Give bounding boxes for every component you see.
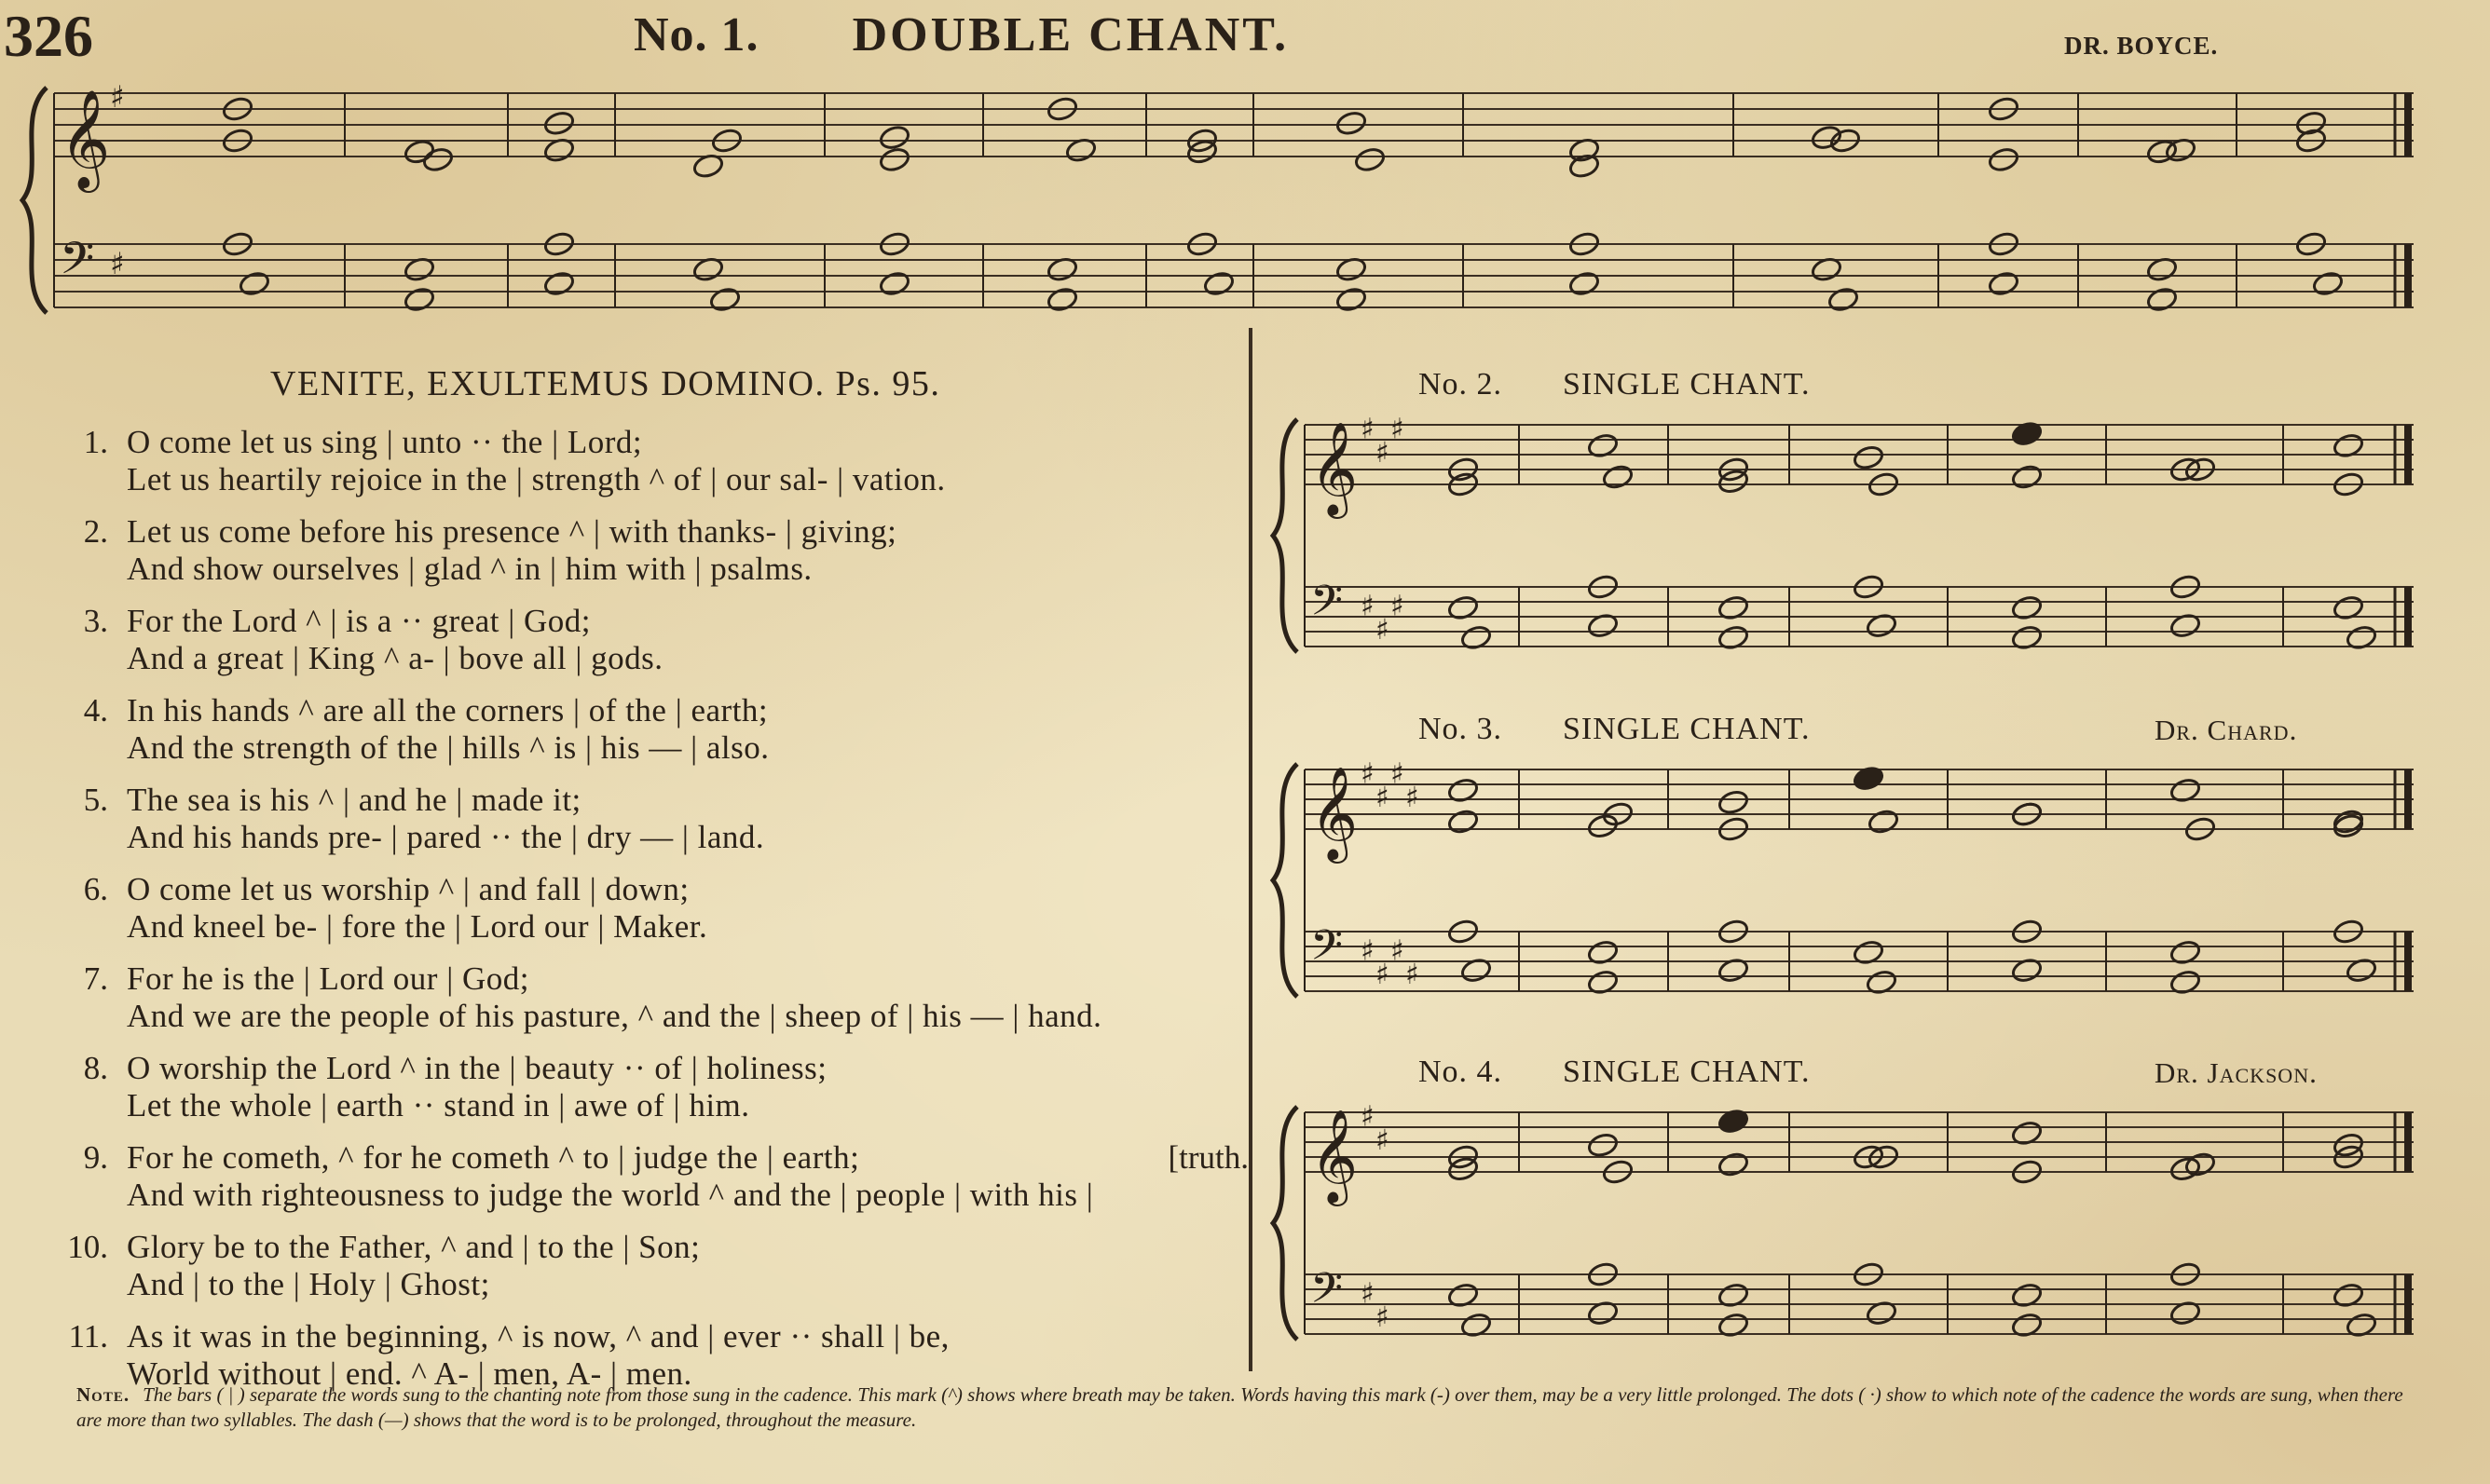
verse-number: 6.: [83, 871, 108, 907]
footnote-label: Note.: [76, 1383, 130, 1406]
note-head: [1987, 146, 2019, 173]
brace-icon: [1273, 419, 1297, 652]
sharp-icon: ♯: [1361, 934, 1375, 968]
verse-line-2: And we are the people of his pasture, ^ and the | sheep of | his — | hand.: [127, 998, 1102, 1034]
verse-number: 5.: [83, 782, 108, 818]
bass-clef-icon: 𝄢: [1310, 576, 1343, 635]
note-head: [1353, 146, 1386, 173]
chant-3-number: No. 3.: [1418, 712, 1503, 746]
verse-line-2: And kneel be- | fore the | Lord our | Maker.: [127, 908, 708, 945]
verse-line-1: Glory be to the Father, ^ and | to the | Son;: [127, 1229, 701, 1265]
sharp-icon: ♯: [1390, 413, 1404, 446]
note-head: [1586, 1132, 1619, 1159]
verse-line-1: For he is the | Lord our | God;: [127, 960, 529, 997]
verse-number: 1.: [83, 424, 108, 460]
note-head: [2168, 1155, 2201, 1182]
verse-line-1: O worship the Lord ^ in the | beauty ·· of | holiness;: [127, 1050, 828, 1086]
verse-line-1: The sea is his ^ | and he | made it;: [127, 782, 581, 818]
sharp-icon: ♯: [1361, 1100, 1375, 1134]
note-head: [238, 270, 270, 297]
verse-line-2: And with righteousness to judge the world ^ and the | people | with his |: [127, 1177, 1094, 1213]
sharp-icon: ♯: [1405, 959, 1419, 991]
chant-2-name: SINGLE CHANT.: [1563, 367, 1811, 402]
sharp-icon: ♯: [1390, 590, 1404, 623]
note-head: [1046, 286, 1078, 313]
note-head: [1852, 444, 1884, 471]
sharp-icon: ♯: [1375, 1124, 1389, 1157]
note-head: [878, 270, 910, 297]
main-chant-number: No. 1.: [634, 8, 759, 61]
verse-line-2: World without | end. ^ A- | men, A- | men.: [127, 1355, 692, 1392]
verse-line-2: And | to the | Holy | Ghost;: [127, 1266, 490, 1302]
chant-3-score: [0, 745, 2490, 1025]
sharp-icon: ♯: [1361, 1277, 1375, 1311]
sharp-icon: ♯: [1375, 782, 1389, 814]
sharp-icon: ♯: [1361, 590, 1375, 623]
sharp-icon: ♯: [1375, 1301, 1389, 1334]
main-chant-name: DOUBLE CHANT.: [852, 8, 1290, 61]
note-head: [1987, 270, 2019, 297]
verse-line-2: Let us heartily rejoice in the | strength ^ of | our sal- | vation.: [127, 461, 946, 497]
verse-line-1: Let us come before his presence ^ | with thanks- | giving;: [127, 513, 897, 550]
treble-clef-icon: 𝄞: [1310, 767, 1359, 860]
chant-3-name: SINGLE CHANT.: [1563, 712, 1811, 746]
note-head: [708, 286, 741, 313]
note-head: [2145, 286, 2178, 313]
chant-3-composer: Dr. Chard.: [2155, 714, 2298, 746]
brace-icon: [22, 88, 47, 313]
verse-number: 7.: [83, 960, 108, 997]
verse-line-1: O come let us worship ^ | and fall | down;: [127, 871, 690, 907]
sharp-icon: ♯: [1361, 413, 1375, 446]
note-head: [542, 270, 575, 297]
page-number: 326: [4, 3, 93, 69]
verse-number: 3.: [83, 603, 108, 639]
sharp-icon: ♯: [1390, 934, 1404, 968]
note-head: [878, 124, 910, 151]
sharp-icon: ♯: [1361, 757, 1375, 791]
verse-number: 8.: [83, 1050, 108, 1086]
verse-number: 2.: [83, 513, 108, 550]
sharp-icon: ♯: [1375, 437, 1389, 470]
bass-clef-icon: 𝄢: [1310, 1263, 1343, 1323]
chant-4-composer: Dr. Jackson.: [2155, 1056, 2318, 1089]
chant-4-score: [0, 1088, 2490, 1377]
chant-2-number: No. 2.: [1418, 367, 1503, 402]
verse-line-1: For he cometh, ^ for he cometh ^ to | judge the | earth;: [127, 1139, 860, 1176]
main-chant-composer: DR. BOYCE.: [2064, 32, 2219, 60]
verse-line-2: Let the whole | earth ·· stand in | awe of | him.: [127, 1087, 750, 1123]
sharp-icon: ♯: [1390, 757, 1404, 791]
bass-clef-icon: 𝄢: [60, 231, 95, 295]
chant-3-title: [1418, 712, 1810, 747]
note-head: [403, 286, 435, 313]
treble-clef-icon: 𝄞: [1310, 422, 1359, 515]
psalm-heading: VENITE, EXULTEMUS DOMINO. Ps. 95.: [270, 364, 941, 403]
verse-line-end: [truth.: [1168, 1139, 1249, 1176]
double-chant-score: [0, 75, 2490, 345]
verse-line-1: In his hands ^ are all the corners | of the | earth;: [127, 692, 769, 728]
verse-line-1: For the Lord ^ | is a ·· great | God;: [127, 603, 591, 639]
footnote: [76, 1382, 2425, 1433]
note-head: [1717, 789, 1749, 816]
verse-number: 11.: [68, 1318, 108, 1355]
sharp-icon: ♯: [110, 245, 125, 281]
note-head: [1826, 286, 1859, 313]
verse-line-2: And a great | King ^ a- | bove all | gods.: [127, 640, 664, 676]
footnote-text: The bars ( | ) separate the words sung to the chanting note from those sung in the cadence. This mark (^) shows where breath may be taken. Words having this mark (-) over them, may be a very little prolonged. The dots ( ·) show to which note of the cadence the words are sung, when there are more than two syllables. The dash (—) shows that the word is to be prolonged, throughout the measure.: [76, 1383, 2403, 1431]
note-head: [2311, 270, 2344, 297]
note-head: [1202, 270, 1235, 297]
note-head: [2183, 1150, 2216, 1178]
verse-number: 9.: [83, 1139, 108, 1176]
note-head: [1334, 286, 1367, 313]
verse-line-1: O come let us sing | unto ·· the | Lord;: [127, 424, 643, 460]
treble-clef-icon: 𝄞: [1310, 1110, 1359, 1203]
verse-number: 10.: [67, 1229, 108, 1265]
note-head: [2010, 463, 2043, 490]
sharp-icon: ♯: [110, 78, 125, 115]
note-head: [1446, 808, 1479, 835]
verse-line-1: As it was in the beginning, ^ is now, ^ and | ever ·· shall | be,: [127, 1318, 950, 1355]
note-head: [1810, 124, 1842, 151]
verse-number: 4.: [83, 692, 108, 728]
note-head: [1717, 1150, 1749, 1178]
chant-4-title: [1418, 1055, 1810, 1090]
note-head: [1601, 463, 1634, 490]
chant-4-number: No. 4.: [1418, 1055, 1503, 1089]
verse-line-2: And show ourselves | glad ^ in | him with | psalms.: [127, 551, 813, 587]
verse-line-2: And the strength of the | hills ^ is | his — | also.: [127, 729, 770, 766]
note-head: [1867, 808, 1899, 835]
brace-icon: [1273, 764, 1297, 997]
note-head: [542, 110, 575, 137]
sharp-icon: ♯: [1375, 614, 1389, 647]
brace-icon: [1273, 1107, 1297, 1340]
treble-clef-icon: 𝄞: [60, 88, 111, 188]
note-head: [1567, 270, 1600, 297]
sharp-icon: ♯: [1375, 959, 1389, 991]
note-head: [1334, 110, 1367, 137]
sharp-icon: ♯: [1405, 782, 1419, 814]
verse-line-2: And his hands pre- | pared ·· the | dry — | land.: [127, 819, 765, 855]
chant-4-name: SINGLE CHANT.: [1563, 1055, 1811, 1089]
main-chant-title: [634, 7, 1289, 62]
chant-2-title: [1418, 367, 1810, 402]
chant-2-score: [0, 401, 2490, 680]
bass-clef-icon: 𝄢: [1310, 920, 1343, 980]
note-head: [878, 146, 910, 173]
